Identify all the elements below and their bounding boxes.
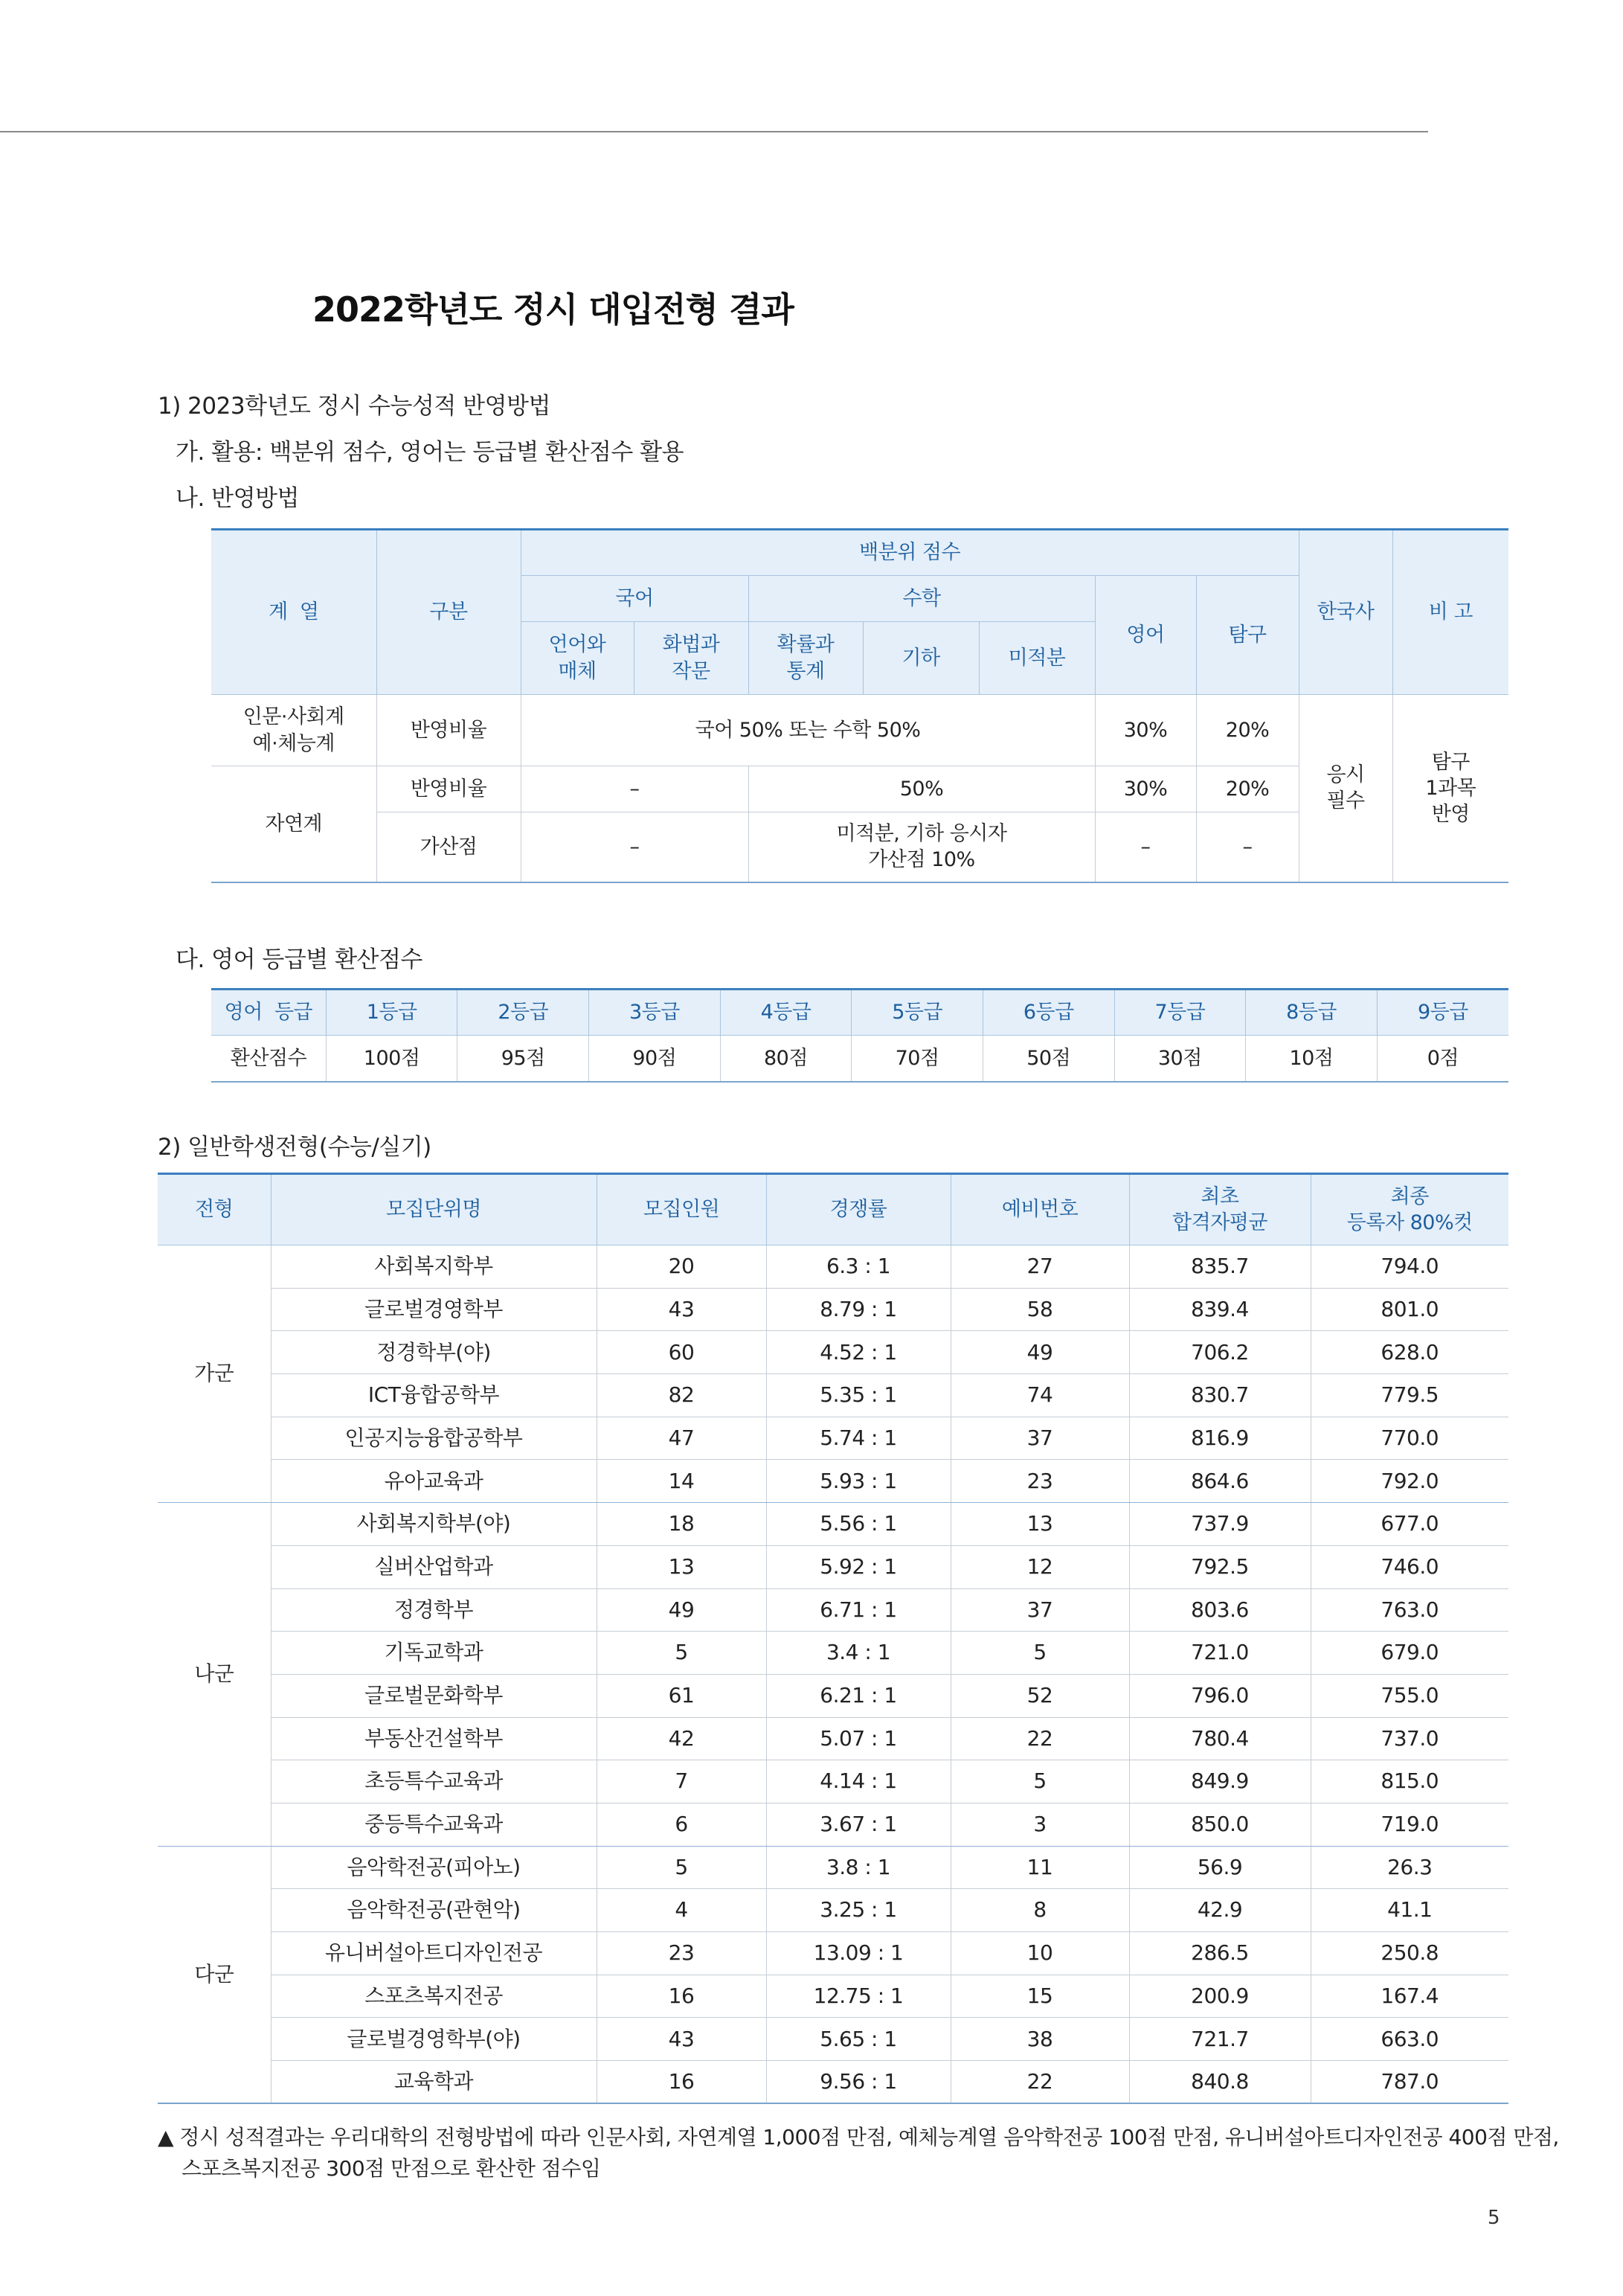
grade-row-header: 영어 등급 [211,990,326,1036]
grade-9: 9등급 [1377,990,1508,1036]
final-cut: 41.1 [1311,1889,1508,1932]
waitlist: 22 [951,1717,1129,1760]
unit-name: 중등특수교육과 [271,1803,597,1846]
unit-name: 정경학부 [271,1588,597,1632]
unit-name: 인공지능융합공학부 [271,1417,597,1460]
row2-english: 30% [1095,766,1196,812]
header-waitlist: 예비번호 [951,1174,1129,1245]
note-cell: 탐구 1과목 반영 [1392,695,1508,882]
unit-name: 글로벌경영학부(야) [271,2018,597,2061]
section1-heading: 1) 2023학년도 정시 수능성적 반영방법 [158,393,550,420]
grade-6: 6등급 [983,990,1114,1036]
first-avg: 42.9 [1129,1889,1311,1932]
first-avg: 803.6 [1129,1588,1311,1632]
header-korean: 국어 [521,576,748,622]
first-avg: 796.0 [1129,1674,1311,1717]
unit-name: 음악학전공(관현악) [271,1889,597,1932]
row3-english: – [1095,812,1196,882]
table-row [158,1632,1508,1675]
score-9: 0점 [1377,1036,1508,1082]
score-7: 30점 [1114,1036,1246,1082]
table-row [158,1975,1508,2018]
waitlist: 11 [951,1846,1129,1889]
competition: 4.14 : 1 [766,1760,951,1803]
table-row [158,1460,1508,1503]
history-cell: 응시 필수 [1299,695,1392,882]
final-cut: 770.0 [1311,1417,1508,1460]
waitlist: 13 [951,1503,1129,1546]
row2-korean: – [521,766,748,812]
quota: 61 [597,1674,766,1717]
unit-name: 사회복지학부 [271,1245,597,1289]
first-avg: 780.4 [1129,1717,1311,1760]
score-8: 10점 [1246,1036,1378,1082]
header-math-sub2: 기하 [863,622,979,695]
header-gyeyeol: 계 열 [211,530,376,695]
final-cut: 755.0 [1311,1674,1508,1717]
competition: 13.09 : 1 [766,1932,951,1975]
quota: 42 [597,1717,766,1760]
score-3: 90점 [589,1036,721,1082]
final-cut: 737.0 [1311,1717,1508,1760]
unit-name: 사회복지학부(야) [271,1503,597,1546]
quota: 16 [597,2061,766,2104]
waitlist: 23 [951,1460,1129,1503]
row2-group: 자연계 [211,766,376,882]
final-cut: 679.0 [1311,1632,1508,1675]
final-cut: 719.0 [1311,1803,1508,1846]
waitlist: 52 [951,1674,1129,1717]
competition: 5.92 : 1 [766,1545,951,1588]
grade-2: 2등급 [457,990,589,1036]
competition: 3.8 : 1 [766,1846,951,1889]
footnote-line2: 스포츠복지전공 300점 만점으로 환산한 점수임 [181,2156,601,2181]
final-cut: 746.0 [1311,1545,1508,1588]
waitlist: 22 [951,2061,1129,2104]
quota: 47 [597,1417,766,1460]
grade-3: 3등급 [589,990,721,1036]
page-title: 2022학년도 정시 대입전형 결과 [312,289,794,330]
grade-5: 5등급 [852,990,983,1036]
unit-name: 글로벌경영학부 [271,1288,597,1331]
unit-name: 글로벌문화학부 [271,1674,597,1717]
row1-english: 30% [1095,695,1196,766]
waitlist: 74 [951,1374,1129,1417]
table-row [158,1717,1508,1760]
quota: 23 [597,1932,766,1975]
final-cut: 628.0 [1311,1331,1508,1374]
waitlist: 49 [951,1331,1129,1374]
competition: 6.21 : 1 [766,1674,951,1717]
waitlist: 5 [951,1632,1129,1675]
first-avg: 200.9 [1129,1975,1311,2018]
header-gubun: 구분 [376,530,521,695]
table-row [158,1245,1508,1289]
grade-4: 4등급 [720,990,852,1036]
group-name: 다군 [158,1846,271,2103]
row3-math: 미적분, 기하 응시자 가산점 10% [748,812,1095,882]
row3-korean: – [521,812,748,882]
first-avg: 835.7 [1129,1245,1311,1289]
first-avg: 864.6 [1129,1460,1311,1503]
group-name: 가군 [158,1245,271,1503]
competition: 9.56 : 1 [766,2061,951,2104]
final-cut: 26.3 [1311,1846,1508,1889]
first-avg: 830.7 [1129,1374,1311,1417]
header-math: 수학 [748,576,1095,622]
waitlist: 3 [951,1803,1129,1846]
header-korean-sub1: 언어와 매체 [521,622,634,695]
quota: 5 [597,1846,766,1889]
table-row [158,1803,1508,1846]
waitlist: 37 [951,1588,1129,1632]
quota: 43 [597,2018,766,2061]
first-avg: 850.0 [1129,1803,1311,1846]
header-history: 한국사 [1299,530,1392,695]
first-avg: 56.9 [1129,1846,1311,1889]
top-rule [0,131,1428,132]
unit-name: 기독교학과 [271,1632,597,1675]
table-row [158,2018,1508,2061]
competition: 3.67 : 1 [766,1803,951,1846]
section1-item-ga: 가. 활용: 백분위 점수, 영어는 등급별 환산점수 활용 [176,439,684,466]
first-avg: 816.9 [1129,1417,1311,1460]
first-avg: 286.5 [1129,1932,1311,1975]
english-grade-table [211,988,1508,1083]
table-row [158,1288,1508,1331]
quota: 4 [597,1889,766,1932]
unit-name: 음악학전공(피아노) [271,1846,597,1889]
row2-inquiry: 20% [1196,766,1299,812]
table-row [158,1674,1508,1717]
table-row [158,1331,1508,1374]
section2-heading: 2) 일반학생전형(수능/실기) [158,1134,431,1161]
quota: 18 [597,1503,766,1546]
method-table [211,528,1508,883]
unit-name: 실버산업학과 [271,1545,597,1588]
competition: 8.79 : 1 [766,1288,951,1331]
quota: 14 [597,1460,766,1503]
footnote-line1: ▲ 정시 성적결과는 우리대학의 전형방법에 따라 인문사회, 자연계열 1,000점 만점, 예체능계열 음악학전공 100점 만점, 유니버설아트디자인전공 400점 만점, [158,2125,1559,2149]
waitlist: 5 [951,1760,1129,1803]
table-row [158,1545,1508,1588]
table-row [158,1588,1508,1632]
final-cut: 763.0 [1311,1588,1508,1632]
score-2: 95점 [457,1036,589,1082]
competition: 5.35 : 1 [766,1374,951,1417]
unit-name: ICT융합공학부 [271,1374,597,1417]
quota: 6 [597,1803,766,1846]
unit-name: 스포츠복지전공 [271,1975,597,2018]
footnote [158,2122,1559,2184]
competition: 6.71 : 1 [766,1588,951,1632]
table-row [158,2061,1508,2104]
final-cut: 677.0 [1311,1503,1508,1546]
grade-7: 7등급 [1114,990,1246,1036]
header-unit: 모집단위명 [271,1174,597,1245]
header-type: 전형 [158,1174,271,1245]
score-5: 70점 [852,1036,983,1082]
competition: 5.65 : 1 [766,2018,951,2061]
unit-name: 유니버설아트디자인전공 [271,1932,597,1975]
table-row [158,1417,1508,1460]
first-avg: 792.5 [1129,1545,1311,1588]
quota: 20 [597,1245,766,1289]
unit-name: 유아교육과 [271,1460,597,1503]
row1-type: 반영비율 [376,695,521,766]
table-row [158,1889,1508,1932]
first-avg: 706.2 [1129,1331,1311,1374]
table-row [158,1932,1508,1975]
page-number: 5 [1488,2207,1500,2229]
waitlist: 8 [951,1889,1129,1932]
first-avg: 849.9 [1129,1760,1311,1803]
table-row [158,1503,1508,1546]
first-avg: 721.7 [1129,2018,1311,2061]
competition: 3.25 : 1 [766,1889,951,1932]
competition: 5.56 : 1 [766,1503,951,1546]
competition: 12.75 : 1 [766,1975,951,2018]
quota: 5 [597,1632,766,1675]
grade-8: 8등급 [1246,990,1378,1036]
final-cut: 794.0 [1311,1245,1508,1289]
table-row [158,1846,1508,1889]
table-row [158,1760,1508,1803]
first-avg: 737.9 [1129,1503,1311,1546]
group-name: 나군 [158,1503,271,1847]
waitlist: 12 [951,1545,1129,1588]
waitlist: 38 [951,2018,1129,2061]
score-row-header: 환산점수 [211,1036,326,1082]
competition: 5.74 : 1 [766,1417,951,1460]
score-4: 80점 [720,1036,852,1082]
unit-name: 초등특수교육과 [271,1760,597,1803]
waitlist: 58 [951,1288,1129,1331]
first-avg: 840.8 [1129,2061,1311,2104]
header-inquiry: 탐구 [1196,576,1299,695]
unit-name: 부동산건설학부 [271,1717,597,1760]
final-cut: 792.0 [1311,1460,1508,1503]
header-math-sub1: 확률과 통계 [748,622,863,695]
grade-1: 1등급 [326,990,457,1036]
unit-name: 교육학과 [271,2061,597,2104]
waitlist: 37 [951,1417,1129,1460]
unit-name: 정경학부(야) [271,1331,597,1374]
row3-type: 가산점 [376,812,521,882]
final-cut: 787.0 [1311,2061,1508,2104]
quota: 16 [597,1975,766,2018]
competition: 5.07 : 1 [766,1717,951,1760]
header-note: 비 고 [1392,530,1508,695]
table-row [158,1374,1508,1417]
competition: 4.52 : 1 [766,1331,951,1374]
quota: 82 [597,1374,766,1417]
score-1: 100점 [326,1036,457,1082]
header-english: 영어 [1095,576,1196,695]
competition: 6.3 : 1 [766,1245,951,1289]
competition: 5.93 : 1 [766,1460,951,1503]
row1-inquiry: 20% [1196,695,1299,766]
waitlist: 10 [951,1932,1129,1975]
waitlist: 27 [951,1245,1129,1289]
header-korean-sub2: 화법과 작문 [634,622,748,695]
header-final-cut: 최종 등록자 80%컷 [1311,1174,1508,1245]
row3-inquiry: – [1196,812,1299,882]
first-avg: 839.4 [1129,1288,1311,1331]
final-cut: 167.4 [1311,1975,1508,2018]
row1-group: 인문·사회계 예·체능계 [211,695,376,766]
row1-korean-math: 국어 50% 또는 수학 50% [521,695,1095,766]
final-cut: 663.0 [1311,2018,1508,2061]
final-cut: 779.5 [1311,1374,1508,1417]
row2-math: 50% [748,766,1095,812]
header-first-avg: 최초 합격자평균 [1129,1174,1311,1245]
final-cut: 815.0 [1311,1760,1508,1803]
header-competition: 경쟁률 [766,1174,951,1245]
section1-item-na: 나. 반영방법 [176,485,299,512]
final-cut: 801.0 [1311,1288,1508,1331]
results-table [158,1173,1508,2104]
section1-item-da: 다. 영어 등급별 환산점수 [176,946,422,973]
header-percentile: 백분위 점수 [521,530,1299,576]
row2-type: 반영비율 [376,766,521,812]
quota: 7 [597,1760,766,1803]
score-6: 50점 [983,1036,1114,1082]
quota: 13 [597,1545,766,1588]
quota: 60 [597,1331,766,1374]
quota: 49 [597,1588,766,1632]
waitlist: 15 [951,1975,1129,2018]
header-quota: 모집인원 [597,1174,766,1245]
quota: 43 [597,1288,766,1331]
final-cut: 250.8 [1311,1932,1508,1975]
competition: 3.4 : 1 [766,1632,951,1675]
header-math-sub3: 미적분 [979,622,1095,695]
first-avg: 721.0 [1129,1632,1311,1675]
